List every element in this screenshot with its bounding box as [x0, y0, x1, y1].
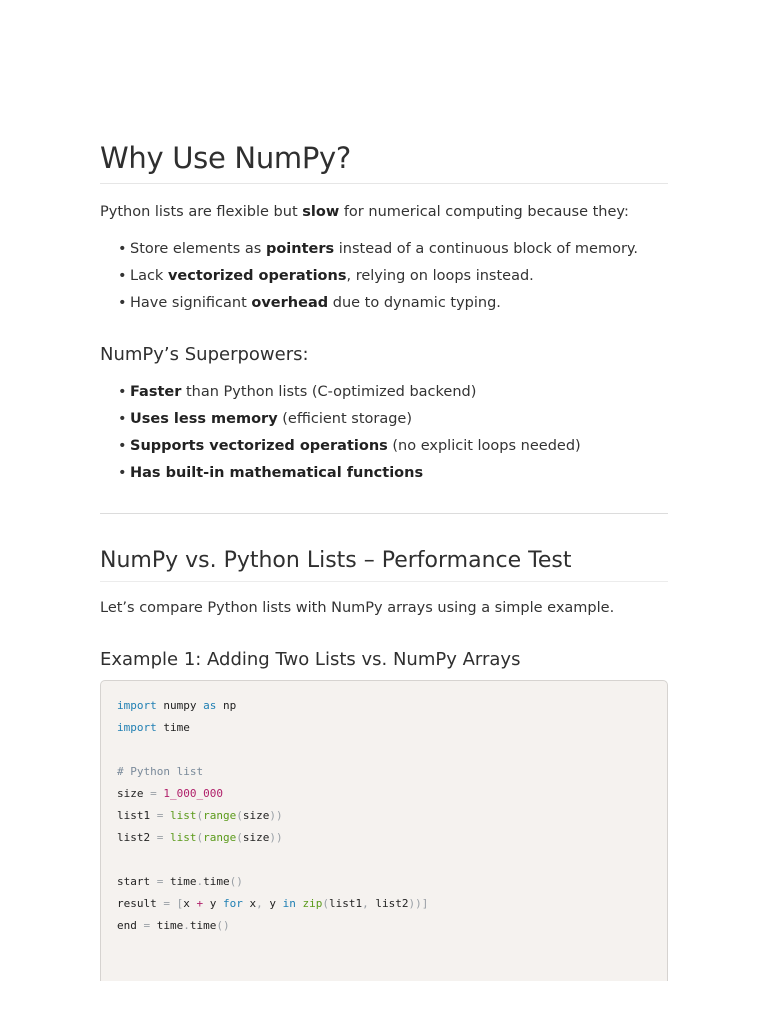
- list-item-bold: Uses less memory: [130, 411, 278, 427]
- bullet-dot: •: [118, 411, 127, 427]
- list-item-bold: pointers: [265, 241, 335, 257]
- code-operator: [: [169, 897, 184, 910]
- bullet-dot: •: [118, 295, 127, 311]
- code-operator: .: [183, 919, 190, 932]
- code-builtin: range: [203, 831, 237, 844]
- code-operator: =: [156, 875, 164, 888]
- code-text: y: [203, 897, 223, 910]
- code-operator: ))]: [408, 897, 429, 910]
- list-reasons: [118, 239, 638, 320]
- intro-text: Python lists are flexible but: [100, 204, 303, 220]
- code-operator: (: [196, 831, 204, 844]
- code-line: [117, 809, 283, 823]
- bullet-dot: •: [118, 268, 127, 284]
- example-heading: Example 1: Adding Two Lists vs. NumPy Arrays: [100, 649, 521, 670]
- section-intro: Let’s compare Python lists with NumPy arrays using a simple example.: [100, 600, 615, 616]
- code-keyword: for: [222, 897, 243, 910]
- list-item-text-end: , relying on loops instead.: [346, 268, 534, 284]
- code-text: list1: [328, 897, 363, 910]
- code-number: 1_000_000: [156, 787, 223, 800]
- list-item: [118, 409, 581, 436]
- bullet-dot: •: [118, 465, 127, 481]
- code-comment: # Python list: [117, 765, 204, 778]
- code-operator: (: [322, 897, 329, 910]
- code-operator: ,: [256, 897, 263, 910]
- list-item: [118, 293, 638, 320]
- list-item-bold: Faster: [130, 384, 182, 400]
- code-text: list1: [117, 809, 157, 822]
- code-operator: =: [163, 897, 170, 910]
- intro-text-end: for numerical computing because they:: [339, 204, 629, 220]
- code-text: start: [117, 875, 157, 888]
- superpowers-heading: NumPy’s Superpowers:: [100, 344, 309, 365]
- code-operator: )): [269, 831, 283, 844]
- code-text: time: [189, 919, 217, 932]
- list-item: [118, 266, 638, 293]
- code-line: [117, 919, 230, 933]
- code-keyword: import: [117, 699, 157, 712]
- code-builtin: list: [163, 809, 197, 822]
- code-text: time: [150, 919, 184, 932]
- section-heading-divider: [100, 581, 668, 582]
- list-item-text: (no explicit loops needed): [387, 438, 581, 454]
- code-text: y: [262, 897, 283, 910]
- code-builtin: list: [163, 831, 197, 844]
- code-line: [117, 721, 190, 735]
- code-operator: +: [196, 897, 204, 910]
- code-text: size: [117, 787, 151, 800]
- list-item-bold: overhead: [251, 295, 329, 311]
- list-item-text: than Python lists (C-optimized backend): [181, 384, 477, 400]
- code-line: [117, 897, 428, 911]
- list-item-text: Have significant: [130, 295, 252, 311]
- title-divider: [100, 183, 668, 184]
- list-item: [118, 436, 581, 463]
- list-superpowers: [118, 382, 581, 490]
- code-operator: (: [196, 809, 204, 822]
- bullet-dot: •: [118, 384, 127, 400]
- code-text: size: [242, 809, 270, 822]
- code-text: np: [216, 699, 237, 712]
- code-keyword: as: [203, 699, 217, 712]
- list-item-text: (efficient storage): [277, 411, 413, 427]
- page-title: Why Use NumPy?: [100, 141, 351, 175]
- list-item-text: Lack: [130, 268, 168, 284]
- bullet-dot: •: [118, 438, 127, 454]
- code-operator: ,: [362, 897, 369, 910]
- list-item-text: Store elements as: [130, 241, 266, 257]
- code-operator: =: [150, 787, 157, 800]
- code-text: x: [183, 897, 197, 910]
- bullet-dot: •: [118, 241, 127, 257]
- code-builtin: range: [203, 809, 237, 822]
- code-line: [117, 699, 236, 713]
- code-text: x: [242, 897, 257, 910]
- code-text: time: [203, 875, 230, 888]
- intro-paragraph: [100, 202, 629, 222]
- code-operator: (: [236, 809, 243, 822]
- list-item-bold: Supports vectorized operations: [130, 438, 388, 454]
- code-operator: (): [229, 875, 243, 888]
- code-operator: (): [216, 919, 230, 932]
- code-line: [117, 787, 223, 801]
- code-text: time: [156, 721, 190, 734]
- code-text: size: [242, 831, 270, 844]
- code-operator: (: [236, 831, 243, 844]
- code-keyword: in: [282, 897, 296, 910]
- code-text: result: [117, 897, 164, 910]
- code-text: end: [117, 919, 144, 932]
- list-item-bold: vectorized operations: [167, 268, 347, 284]
- code-line: [117, 831, 283, 845]
- list-item: [118, 463, 581, 490]
- section-divider: [100, 513, 668, 514]
- code-text: list2: [368, 897, 409, 910]
- code-operator: .: [196, 875, 204, 888]
- code-operator: =: [156, 809, 164, 822]
- code-builtin: zip: [295, 897, 323, 910]
- code-text: list2: [117, 831, 157, 844]
- intro-bold: slow: [302, 204, 340, 220]
- list-item: [118, 239, 638, 266]
- code-text: time: [163, 875, 197, 888]
- code-keyword: import: [117, 721, 157, 734]
- list-item-text-end: due to dynamic typing.: [328, 295, 501, 311]
- section-heading: NumPy vs. Python Lists – Performance Test: [100, 548, 572, 573]
- code-operator: =: [143, 919, 151, 932]
- list-item-text-end: instead of a continuous block of memory.: [334, 241, 639, 257]
- code-text: numpy: [156, 699, 204, 712]
- list-item-bold: Has built-in mathematical functions: [130, 465, 424, 481]
- list-item: [118, 382, 581, 409]
- code-block: [100, 680, 668, 981]
- code-operator: =: [156, 831, 164, 844]
- code-line: [117, 875, 243, 889]
- code-operator: )): [269, 809, 283, 822]
